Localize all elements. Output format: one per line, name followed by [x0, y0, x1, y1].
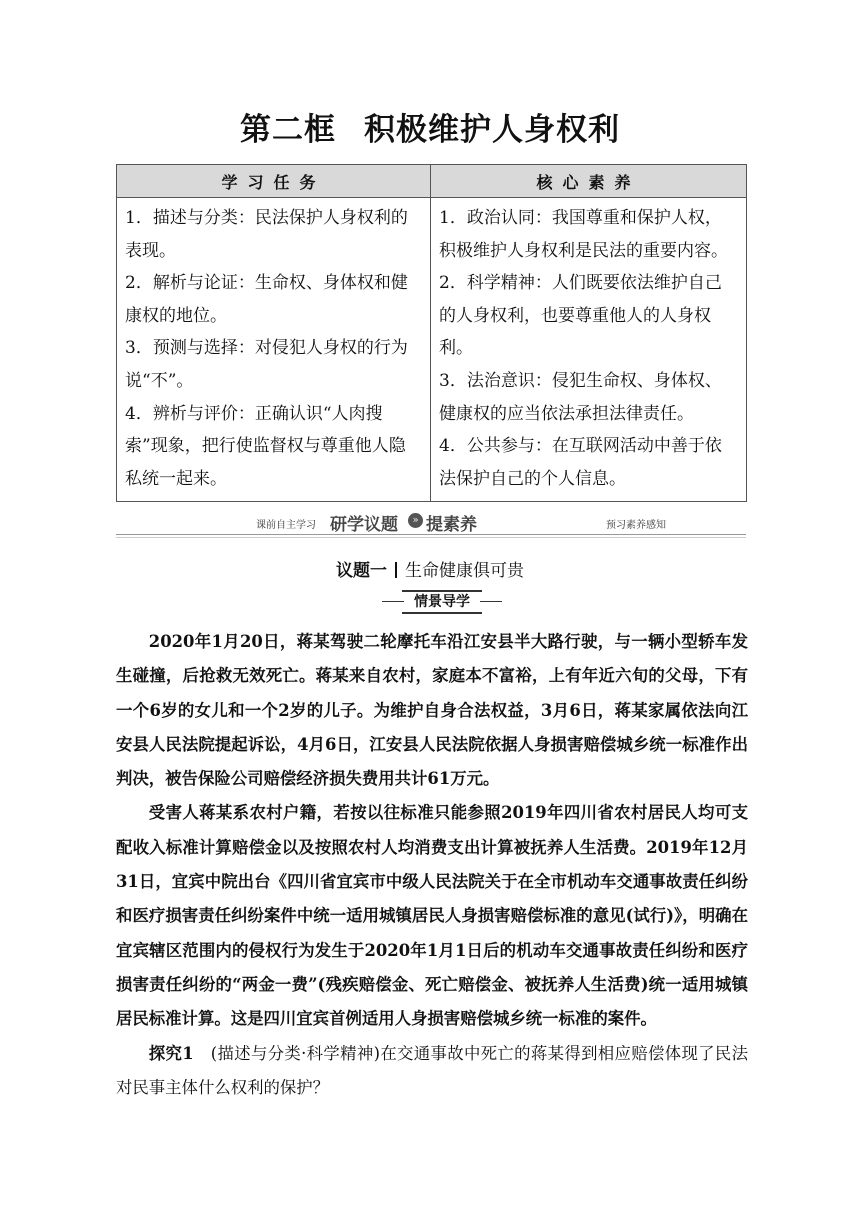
banner-title-b: 提素养 — [426, 515, 477, 535]
core-literacy-cell — [431, 198, 747, 502]
banner-right-note: 预习素养感知 — [606, 520, 666, 531]
paragraph: 2020年1月20日，蒋某驾驶二轮摩托车沿江安县半大路行驶，与一辆小型轿车发生碰撞，后抢救无效死亡。蒋某来自农村，家庭本不富裕，上有年近六旬的父母，下有一个6岁的女儿和一个2岁的儿子。为维护自身合法权益，3月6日，蒋某家属依法向江安县人民法院提起诉讼，4月6日，江安县人民法院依据人身损害赔偿城乡统一标准作出判决，被告保险公司赔偿经济损失费用共计61万元。 — [116, 632, 748, 789]
task-item: 1．描述与分类：民法保护人身权利的表现。 — [125, 208, 408, 261]
divider — [382, 601, 404, 602]
section-banner — [116, 510, 746, 538]
topic-heading — [0, 556, 860, 581]
question-tag: 探究1 — [148, 1043, 194, 1063]
goals-table — [116, 164, 747, 502]
header-learning-tasks: 学习任务 — [117, 165, 431, 198]
literacy-item: 3．法治意识：侵犯生命权、身体权、健康权的应当依法承担法律责任。 — [439, 370, 722, 424]
divider — [395, 562, 397, 578]
topic-number: 议题一 — [336, 561, 387, 581]
divider — [116, 537, 746, 538]
task-item: 2．解析与论证：生命权、身体权和健康权的地位。 — [125, 273, 408, 326]
page-title — [0, 104, 860, 149]
topic-name: 生命健康俱可贵 — [405, 561, 524, 581]
paragraph: 受害人蒋某系农村户籍，若按以往标准只能参照2019年四川省农村居民人均可支配收入标准计算赔偿金以及按照农村人均消费支出计算被抚养人生活费。2019年12月31日，宜宾中院出台《四川省宜宾市中级人民法院关于在全市机动车交通事故责任纠纷和医疗损害责任纠纷案件中统一适用城镇居民人身损害赔偿标准的意见(试行)》，明确在宜宾辖区范围内的侵权行为发生于2020年1月1日后的机动车交通事故责任纠纷和医疗损害责任纠纷的“两金一费”(残疾赔偿金、死亡赔偿金、被抚养人生活费)统一适用城镇居民标准计算。这是四川宜宾首例适用人身损害赔偿城乡统一标准的案件。 — [116, 803, 748, 1029]
title-part1: 第二框 — [240, 112, 336, 148]
learning-tasks-cell — [117, 198, 431, 502]
case-text — [116, 625, 748, 1105]
banner-left-note: 课前自主学习 — [256, 520, 316, 531]
title-part2: 积极维护人身权利 — [364, 112, 620, 148]
banner-title-a: 研学议题 — [330, 515, 398, 535]
question-text: (描述与分类·科学精神)在交通事故中死亡的蒋某得到相应赔偿体现了民法对民事主体什么权利的保护？ — [116, 1043, 749, 1097]
divider — [116, 534, 746, 535]
literacy-item: 1．政治认同：我国尊重和保护人权，积极维护人身权利是民法的重要内容。 — [439, 208, 728, 261]
task-item: 3．预测与选择：对侵犯人身权的行为说“不”。 — [125, 338, 408, 391]
subsection-label — [382, 590, 502, 612]
literacy-item: 4．公共参与：在互联网活动中善于依法保护自己的个人信息。 — [439, 436, 722, 489]
literacy-item: 2．科学精神：人们既要依法维护自己的人身权利，也要尊重他人的人身权利。 — [439, 273, 722, 359]
task-item: 4．辨析与评价：正确认识“人肉搜索”现象，把行使监督权与尊重他人隐私统一起来。 — [125, 403, 406, 489]
arrow-icon: » — [408, 513, 423, 528]
subsection-title: 情景导学 — [402, 590, 482, 614]
divider — [480, 601, 502, 602]
question — [116, 1037, 748, 1106]
header-core-literacy: 核心素养 — [431, 165, 747, 198]
